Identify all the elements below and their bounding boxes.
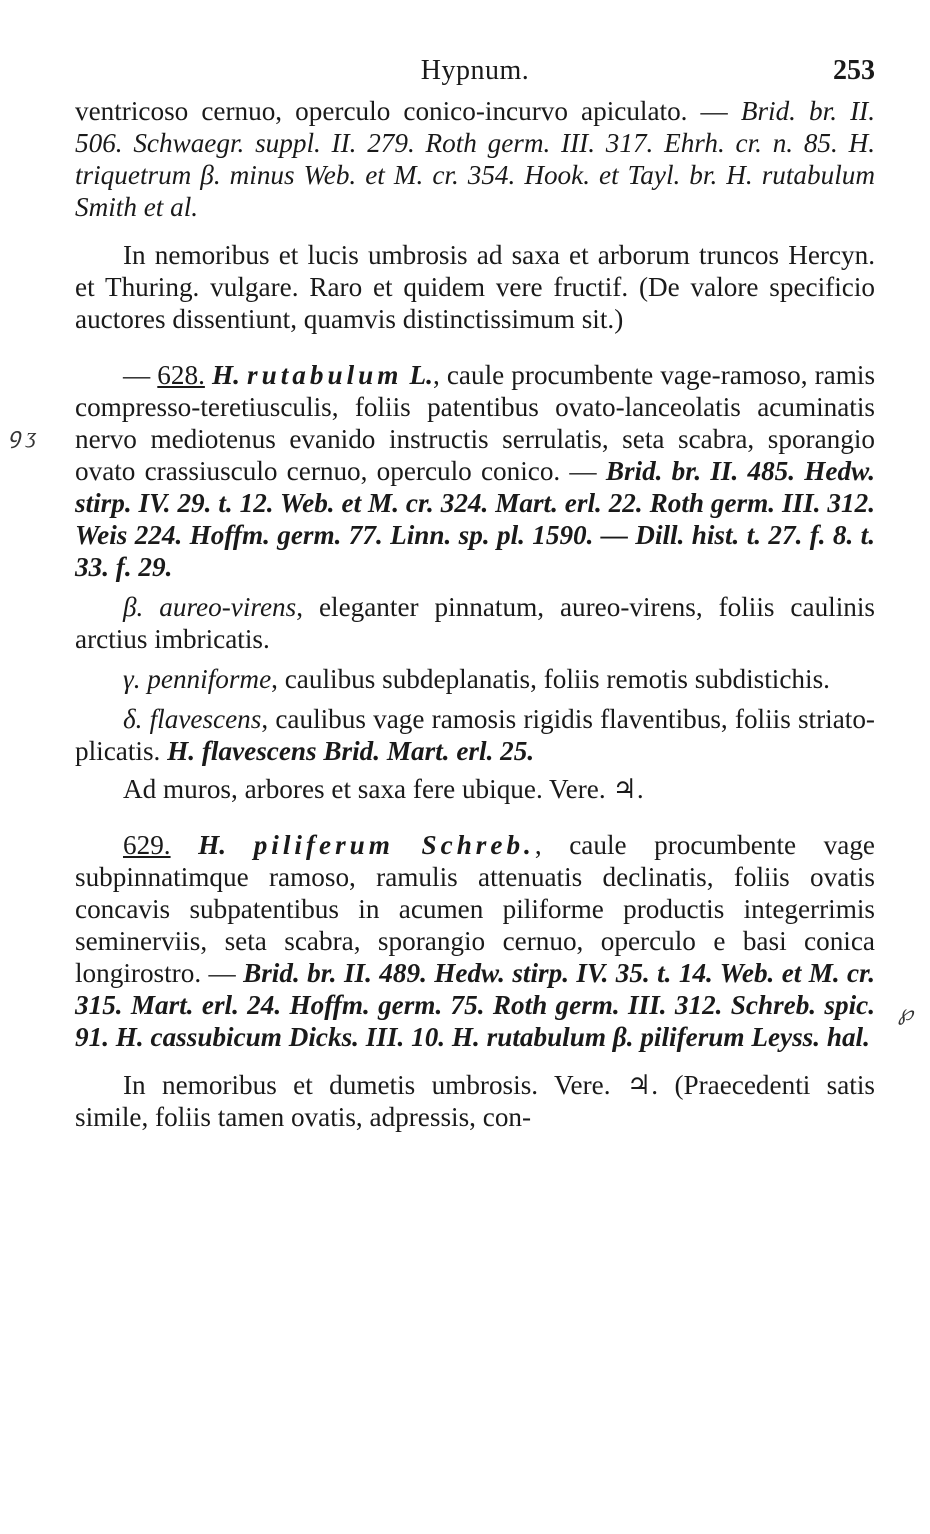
- species-628-genus: H.: [211, 360, 240, 390]
- species-629: [75, 829, 875, 1053]
- species-628-number: 628.: [157, 360, 205, 390]
- body-text: [75, 95, 875, 1133]
- variety-gamma-label: γ. penniforme: [123, 664, 272, 694]
- species-628-epithet: rutabulum: [247, 360, 403, 390]
- habitat-paragraph-1: In nemoribus et lucis umbrosis ad saxa et arborum truncos Hercyn. et Thuring. vulgare. Raro et quidem vere fructif. (De valore specificio auctores dissentiunt, quamvis distinctissimum sit.): [75, 240, 875, 334]
- species-628-diagnosis: , caule procumbente vage-ramoso, ramis compresso-teretiusculis, foliis patentibus ovato-lanceolatis acuminatis nervo mediotenus evanido instructis serrulatis, seta scabra, sporangio ovato crassiusculo cernuo, operculo conico. —: [75, 360, 876, 486]
- species-629-diagnosis: , caule procumbente vage subpinnatimque ramoso, ramulis attenuatis declinatis, foliis ovatis concavis subpatentibus in acumen piliforme productis integerrimis seminerviis, seta scabra, sporangio cernuo, operculo e basi conica longirostro. —: [75, 830, 875, 988]
- species-628-refs: Brid. br. II. 485. Hedw. stirp. IV. 29. t. 12. Web. et M. cr. 324. Mart. erl. 22. Roth germ. III. 312. Weis 224. Hoffm. germ. 77. Linn. sp. pl. 1590. — Dill. hist. t. 27. f. 8. t. 33. f. 29.: [75, 456, 875, 582]
- species-628-dash: —: [123, 360, 151, 390]
- species-629-genus: H.: [198, 830, 227, 860]
- running-header: [75, 55, 875, 95]
- species-628: [75, 359, 875, 583]
- variety-beta-label: β. aureo-virens: [123, 592, 297, 622]
- species-628-author: L.: [409, 360, 433, 390]
- header-title: Hypnum.: [420, 55, 530, 86]
- variety-gamma: [75, 663, 875, 695]
- variety-gamma-text: , caulibus subdeplanatis, foliis remotis subdistichis.: [271, 664, 830, 694]
- species-629-number: 629.: [123, 830, 171, 860]
- continuation-paragraph: [75, 95, 875, 223]
- species-629-refs: Brid. br. II. 489. Hedw. stirp. IV. 35. t. 14. Web. et M. cr. 315. Mart. erl. 24. Hoffm. germ. 75. Roth germ. III. 312. Schreb. spic. 91. H. cassubicum Dicks. III. 10. H. rutabulum β. piliferum Leyss. hal.: [75, 958, 875, 1052]
- margin-note-left: ꝯ ʒ: [8, 423, 37, 448]
- margin-note-right: ℘: [898, 1000, 914, 1025]
- continuation-text: ventricoso cernuo, operculo conico-incurvo apiculato. —: [75, 96, 728, 126]
- variety-delta-text: , caulibus vage ramosis rigidis flaventibus, foliis striato-plicatis.: [75, 704, 875, 766]
- variety-delta: [75, 703, 875, 767]
- page: [75, 55, 875, 1133]
- page-number: 253: [833, 55, 875, 86]
- variety-beta: [75, 591, 875, 655]
- habitat-paragraph-3: In nemoribus et dumetis umbrosis. Vere. ♃. (Praecedenti satis simile, foliis tamen ovatis, adpressis, con-: [75, 1070, 875, 1132]
- continuation-refs: Brid. br. II. 506. Schwaegr. suppl. II. 279. Roth germ. III. 317. Ehrh. cr. n. 85. H. triquetrum β. minus Web. et M. cr. 354. Hook. et Tayl. br. H. rutabulum Smith et al.: [75, 96, 875, 222]
- species-629-epithet: piliferum: [253, 830, 394, 860]
- species-629-author: Schreb.: [421, 830, 535, 860]
- habitat-paragraph-2: Ad muros, arbores et saxa fere ubique. Vere. ♃.: [123, 774, 644, 804]
- variety-delta-label: δ. flavescens: [123, 704, 262, 734]
- variety-delta-ref: H. flavescens Brid. Mart. erl. 25.: [167, 736, 535, 766]
- variety-beta-text: , eleganter pinnatum, aureo-virens, foliis caulinis arctius imbricatis.: [75, 592, 875, 654]
